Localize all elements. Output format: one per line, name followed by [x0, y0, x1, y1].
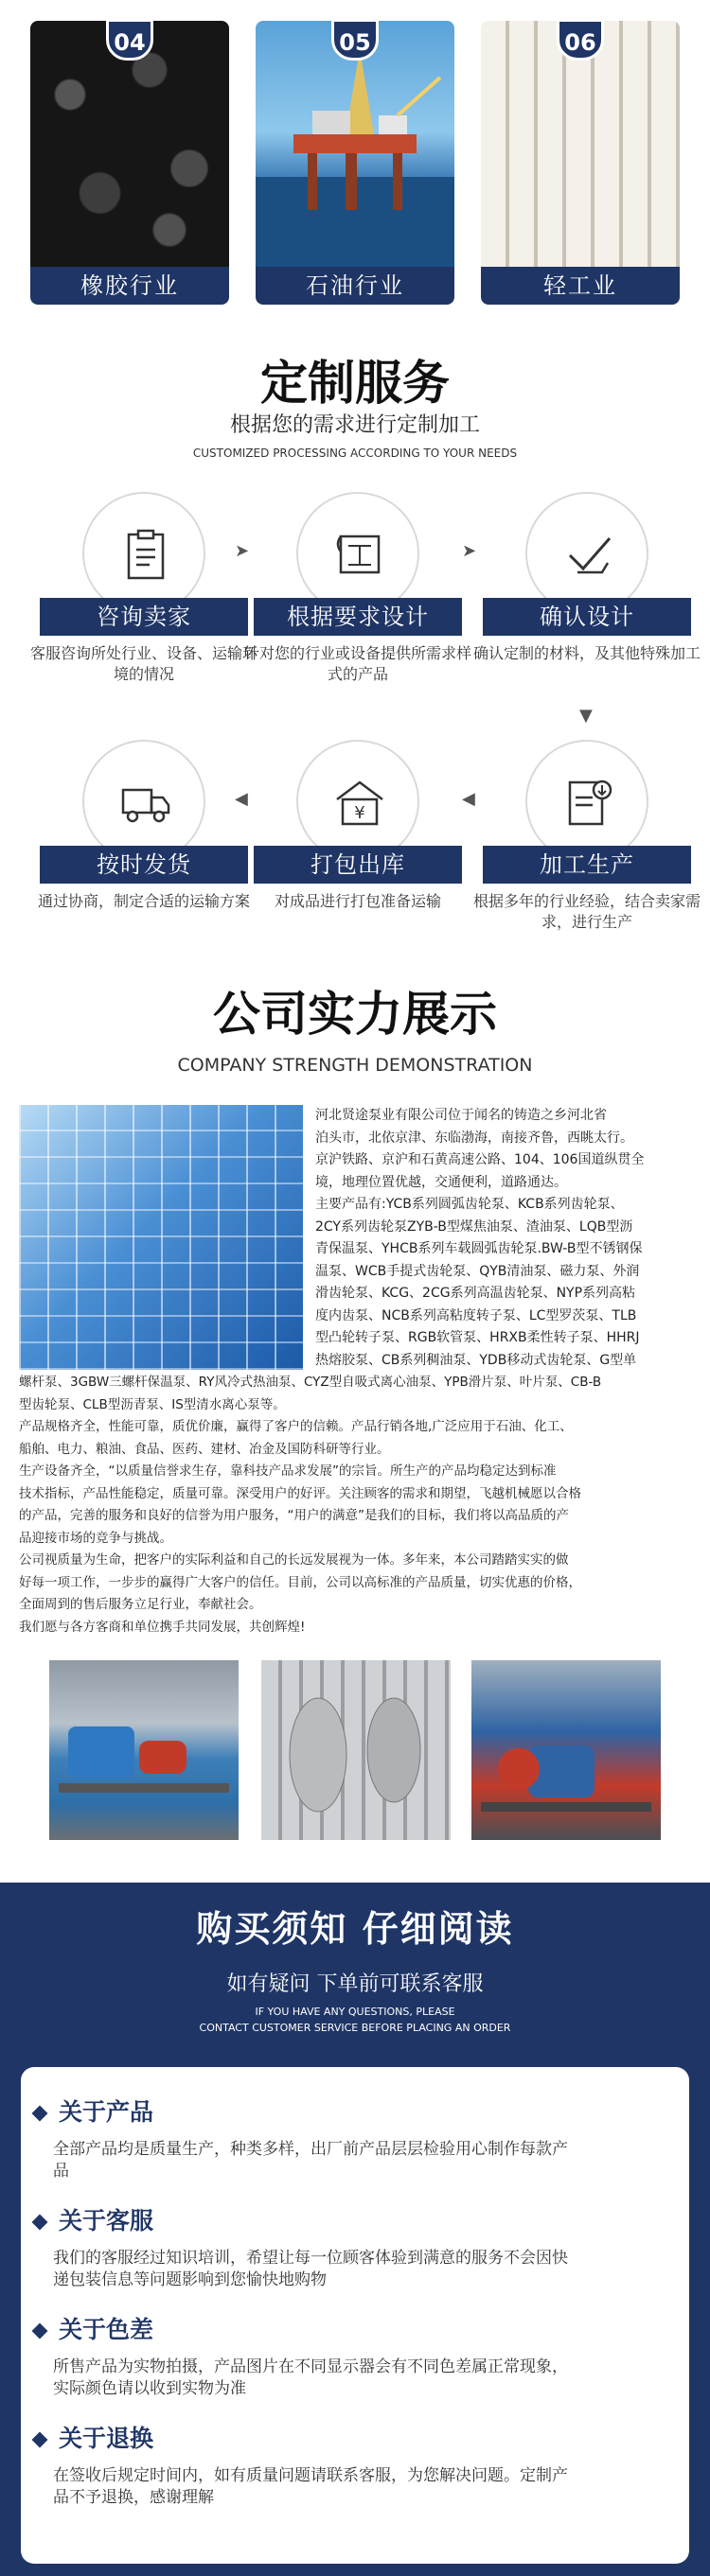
purchase-notes-en-line2: CONTACT CUSTOMER SERVICE BEFORE PLACING AN ORDER — [199, 2022, 511, 2034]
industries-section — [0, 0, 710, 312]
intro-line: 生产设备齐全，“以质量信誉求生存，靠科技产品求发展”的宗旨。所生产的产品均稳定达到标准 — [19, 1463, 557, 1479]
diamond-icon — [32, 2106, 48, 2122]
warehouse-icon — [331, 775, 388, 832]
clipboard-icon — [117, 527, 174, 584]
arrow-left-icon: ◀ — [235, 789, 248, 809]
intro-line: 螺杆泵、3GBW三螺杆保温泵、RY风冷式热油泵、CYZ型自吸式离心油泵、YPB滑片泵、叶片泵、CB-B — [19, 1375, 602, 1390]
purchase-notes-en-line1: IF YOU HAVE ANY QUESTIONS, PLEASE — [255, 2006, 455, 2018]
note-heading-color — [34, 2311, 153, 2345]
industry-label: 橡胶行业 — [30, 267, 229, 305]
step-label: 加工生产 — [483, 846, 691, 884]
company-title: 公司实力展示 — [213, 987, 497, 1042]
step-desc: 对成品进行打包准备运输 — [274, 892, 441, 910]
note-heading-text: 关于退换 — [59, 2425, 154, 2452]
arrow-right-icon: ➤ — [462, 541, 477, 561]
note-heading-product — [34, 2094, 153, 2128]
arrow-down-icon: ▼ — [579, 706, 593, 726]
note-line: 品 — [53, 2162, 69, 2181]
step-circle — [525, 492, 648, 615]
factory-photo — [49, 1660, 239, 1840]
step-label: 根据要求设计 — [254, 598, 462, 636]
purchase-notes-subtitle: 如有疑问 下单前可联系客服 — [226, 1972, 484, 1996]
intro-line: 热熔胶泵、CB系列稠油泵、YDB移动式齿轮泵、G型单 — [315, 1352, 637, 1368]
note-heading-text: 关于客服 — [59, 2207, 154, 2234]
note-line: 品不予退换，感谢理解 — [53, 2488, 214, 2507]
note-line: 我们的客服经过知识培训，希望让每一位顾客体验到满意的服务不会因快 — [53, 2249, 568, 2268]
intro-line: 好每一项工作，一步步的赢得广大客户的信任。目前，公司以高标准的产品质量，切实优惠的价格， — [19, 1574, 581, 1590]
step-label: 确认设计 — [483, 598, 691, 636]
company-intro-full — [19, 1372, 696, 1638]
purchase-notes-title: 购买须知 仔细阅读 — [196, 1908, 514, 1950]
intro-line: 河北贤途泵业有限公司位于闻名的铸造之乡河北省 — [315, 1108, 607, 1123]
step-label: 打包出库 — [254, 846, 462, 884]
industry-card-oil — [256, 21, 454, 305]
intro-line: 主要产品有:YCB系列圆弧齿轮泵、KCB系列齿轮泵、 — [315, 1197, 624, 1212]
intro-line: 型齿轮泵、CLB型沥青泵、IS型清水离心泵等。 — [19, 1396, 286, 1412]
step-desc: 通过协商，制定合适的运输方案 — [37, 892, 250, 910]
custom-service-subtitle: 根据您的需求进行定制加工 — [229, 413, 480, 437]
note-line: 所售产品为实物拍摄，产品图片在不同显示器会有不同色差属正常现象， — [53, 2357, 568, 2376]
intro-line: 公司视质量为生命，把客户的实际利益和自己的长远发展视为一体。多年来，本公司踏踏实实的做 — [19, 1552, 569, 1568]
industry-number-badge: 06 — [557, 21, 604, 61]
step-desc: 根据多年的行业经验，结合卖家需求，进行生产 — [473, 892, 701, 931]
office-building-image — [19, 1105, 303, 1370]
industry-number-badge: 05 — [331, 21, 379, 61]
intro-line: 技术指标，产品性能稳定，质量可靠。深受用户的好评。关注顾客的需求和期望，飞越机械愿以合格 — [19, 1485, 581, 1501]
company-subtitle-en: COMPANY STRENGTH DEMONSTRATION — [177, 1055, 533, 1076]
note-body-service — [53, 2248, 659, 2291]
step-circle — [296, 740, 419, 863]
industry-number-badge: 04 — [106, 21, 153, 61]
industry-label: 轻工业 — [481, 267, 680, 305]
note-heading-service — [34, 2202, 153, 2236]
note-body-product — [53, 2139, 659, 2182]
document-download-icon — [560, 775, 617, 832]
note-line: 全部产品均是质量生产，种类多样，出厂前产品层层检验用心制作每款产 — [53, 2140, 568, 2159]
note-line: 在签收后规定时间内，如有质量问题请联系客服，为您解决问题。定制产 — [53, 2466, 568, 2485]
industry-card-rubber — [30, 21, 229, 305]
truck-icon — [117, 775, 174, 832]
diamond-icon — [32, 2432, 48, 2448]
step-circle — [525, 740, 648, 863]
intro-line: 境，地理位置优越，交通便利，道路通达。 — [315, 1174, 567, 1190]
step-circle — [82, 492, 205, 615]
industry-label: 石油行业 — [256, 267, 454, 305]
intro-line: 泊头市，北依京津、东临渤海，南接齐鲁，西眺太行。 — [315, 1130, 633, 1146]
factory-photo — [471, 1660, 661, 1840]
intro-line: 我们愿与各方客商和单位携手共同发展，共创辉煌! — [19, 1619, 306, 1635]
intro-line: 产品规格齐全，性能可靠，质优价廉，赢得了客户的信赖。产品行销各地,广泛应用于石油、化工、 — [19, 1419, 573, 1434]
note-heading-return — [34, 2420, 153, 2454]
diamond-icon — [32, 2323, 48, 2339]
intro-line: 的产品，完善的服务和良好的信誉为用户服务，“用户的满意”是我们的目标，我们将以高品质的产 — [19, 1508, 569, 1523]
note-heading-text: 关于色差 — [59, 2316, 154, 2343]
intro-line: 度内齿泵、NCB系列高粘度转子泵、LC型罗茨泵、TLB — [315, 1307, 637, 1323]
company-intro-right — [315, 1105, 694, 1372]
arrow-left-icon: ◀ — [462, 789, 475, 809]
step-label: 按时发货 — [40, 846, 248, 884]
industry-card-light — [481, 21, 680, 305]
intro-line: 温泵、WCB手提式齿轮泵、QYB清油泵、磁力泵、外润 — [315, 1263, 640, 1279]
intro-line: 船舶、电力、粮油、食品、医药、建材、冶金及国防科研等行业。 — [19, 1441, 390, 1457]
step-desc: 确认定制的材料，及其他特殊加工 — [473, 644, 701, 662]
step-circle — [296, 492, 419, 615]
blueprint-icon — [331, 527, 388, 584]
step-desc: 客服咨询所处行业、设备、运输环境的情况 — [30, 644, 258, 683]
note-heading-text: 关于产品 — [59, 2098, 154, 2126]
note-body-color — [53, 2357, 659, 2400]
intro-line: 滑齿轮泵、KCG、2CG系列高温齿轮泵、NYP系列高粘 — [315, 1286, 636, 1301]
intro-line: 型凸轮转子泵、RGB软管泵、HRXB柔性转子泵、HHRJ — [315, 1330, 640, 1345]
factory-photo — [261, 1660, 451, 1840]
svg-text:¥: ¥ — [354, 803, 365, 823]
custom-service-subtitle-en: CUSTOMIZED PROCESSING ACCORDING TO YOUR NEEDS — [192, 447, 518, 460]
intro-line: 青保温泵、YHCB系列车载圆弧齿轮泵.BW-B型不锈钢保 — [315, 1241, 643, 1256]
step-label: 咨询卖家 — [40, 598, 248, 636]
checkmark-hand-icon — [560, 527, 617, 584]
intro-line: 品迎接市场的竞争与挑战。 — [19, 1530, 172, 1546]
step-circle — [82, 740, 205, 863]
diamond-icon — [32, 2215, 48, 2231]
intro-line: 京沪铁路、京沪和石黄高速公路、104、106国道纵贯全 — [315, 1152, 645, 1167]
step-desc: 针对您的行业或设备提供所需求样式的产品 — [244, 644, 472, 683]
intro-line: 2CY系列齿轮泵ZYB-B型煤焦油泵、渣油泵、LQB型沥 — [315, 1218, 633, 1235]
arrow-right-icon: ➤ — [235, 541, 250, 561]
intro-line: 全面周到的售后服务立足行业，奉献社会。 — [19, 1597, 262, 1612]
note-line: 实际颜色请以收到实物为准 — [53, 2379, 246, 2398]
note-line: 递包装信息等问题影响到您愉快地购物 — [53, 2270, 327, 2289]
custom-service-title: 定制服务 — [260, 356, 450, 411]
note-body-return — [53, 2465, 659, 2509]
